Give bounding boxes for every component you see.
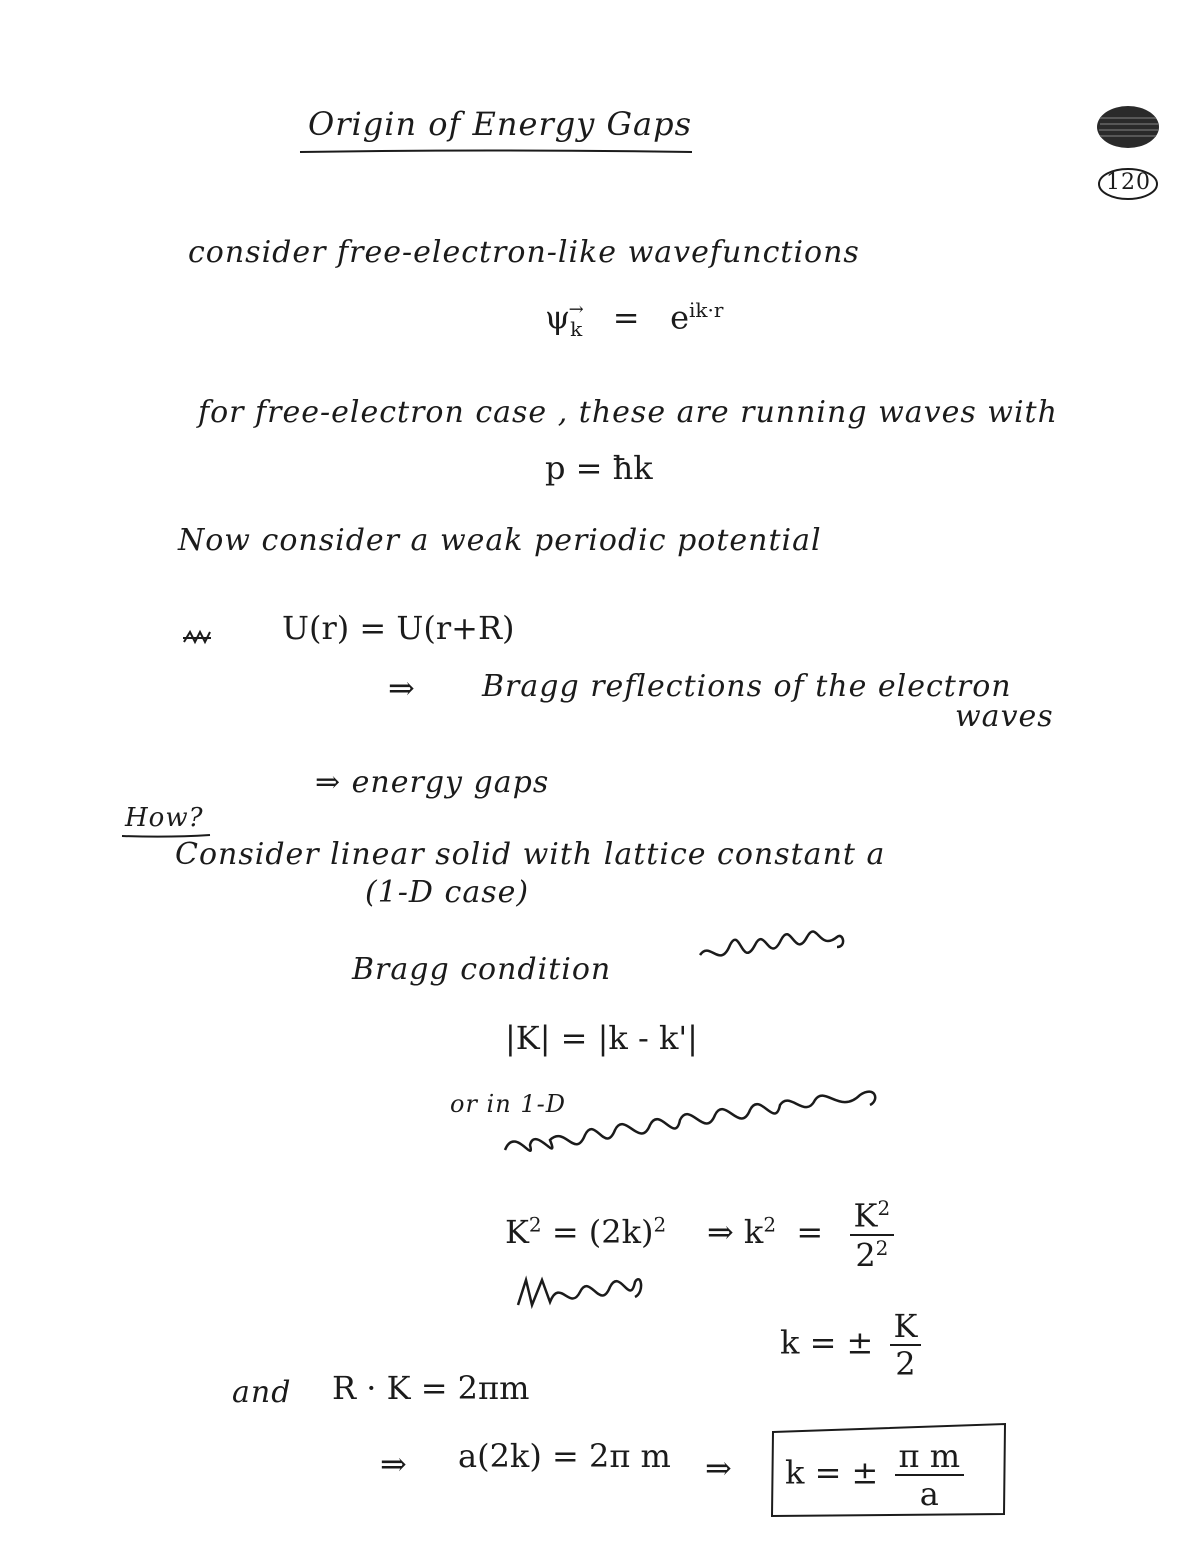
k-squared-arrow: ⇒ k — [706, 1213, 764, 1252]
free-electron-case-text: for free-electron case , these are running waves with — [198, 395, 1058, 430]
energy-gaps-text: ⇒ energy gaps — [315, 765, 550, 800]
and-label: and — [232, 1375, 292, 1410]
linear-solid-text: Consider linear solid with lattice constant a — [175, 837, 886, 872]
potential-equation: U(r) = U(r+R) — [282, 609, 515, 647]
one-d-case-text: (1-D case) — [365, 875, 530, 910]
title-underline — [300, 151, 692, 153]
how-label: How? — [125, 803, 204, 833]
bragg-condition-text: Bragg condition — [352, 952, 612, 987]
crossed-out-mark-2 — [700, 931, 843, 955]
wavefunction-equation: $\psi\to _k = e^{ik\cdot r}$ — [545, 300, 723, 339]
consider-wavefunctions-text: consider free-electron-like wavefunctions — [188, 235, 860, 270]
k-pm-lhs: k = ± — [780, 1323, 874, 1362]
psi-subscript: → $_k$ — [570, 319, 582, 339]
psi-symbol: ψ — [545, 298, 571, 337]
final-arrow: ⇒ — [380, 1445, 407, 1483]
page-title: Origin of Energy Gaps — [308, 105, 693, 143]
k-pm-fraction: $\frac{K}{2}$ — [890, 1310, 922, 1380]
reciprocal-lattice-equation: R · K = 2πm — [332, 1369, 530, 1407]
exponential-exponent: ik·r — [689, 298, 724, 322]
k-squared-fraction: $\frac{K^2}{2^2}$ — [850, 1198, 895, 1271]
momentum-equation: p = ħk — [545, 449, 653, 487]
bragg-waves-text: waves — [955, 699, 1054, 734]
final-arrow-2: ⇒ — [705, 1449, 732, 1487]
crossed-out-mark-4 — [518, 1279, 641, 1305]
boxed-fraction: $\frac{\text{π m}}{a}$ — [895, 1440, 965, 1510]
hole-punch-scribble-icon — [1097, 106, 1159, 148]
k-squared-equation: $K^2 = (2k)^2$ ⇒ $k^2$ = $\frac{K^2}{2^2}$ — [505, 1198, 900, 1271]
crossed-out-mark-1 — [183, 632, 211, 642]
k-squared-mid: = (2k) — [551, 1213, 654, 1252]
final-equation: a(2k) = 2π m — [458, 1437, 671, 1475]
periodic-potential-text: Now consider a weak periodic potential — [178, 523, 822, 558]
page-number: 120 — [1106, 170, 1151, 195]
exponential-base: e — [670, 298, 689, 337]
bragg-equation: |K| = |k - k'| — [505, 1019, 698, 1057]
boxed-result — [785, 1437, 970, 1513]
k-plus-minus-equation — [780, 1307, 927, 1383]
bragg-arrow: ⇒ — [388, 669, 415, 707]
boxed-lhs: k = ± — [785, 1453, 879, 1492]
or-in-1d-text: or in 1-D — [450, 1090, 566, 1118]
k-squared-lhs: K — [505, 1213, 529, 1252]
bragg-reflections-text: Bragg reflections of the electron — [482, 669, 1012, 704]
